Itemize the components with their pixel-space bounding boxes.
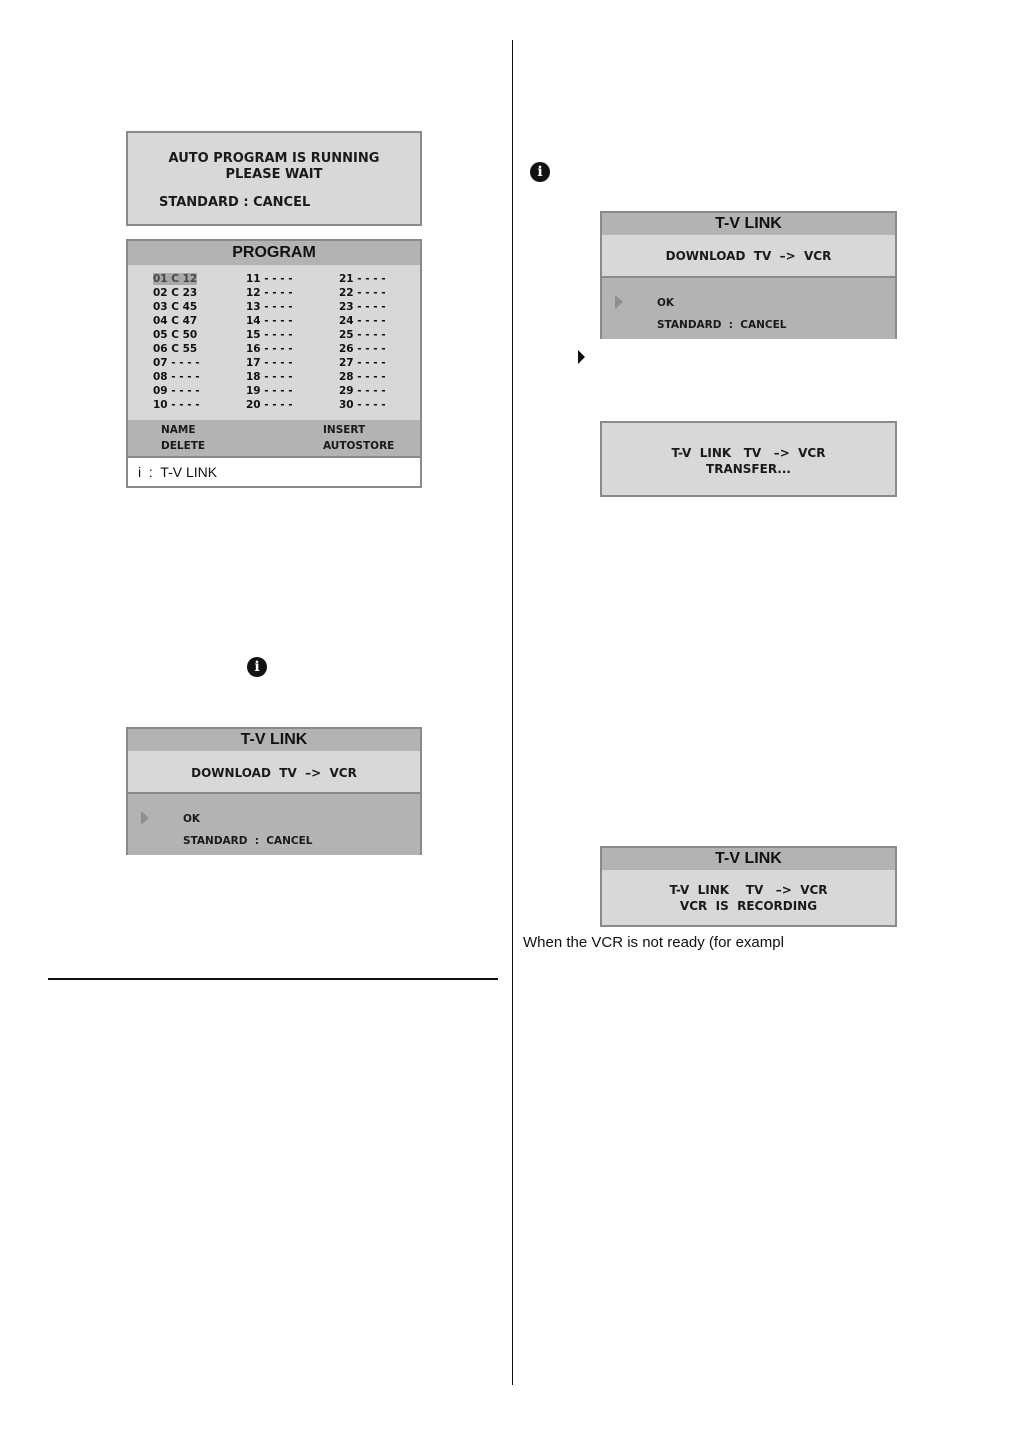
section-rule	[48, 978, 498, 980]
auto-program-line2: PLEASE WAIT	[225, 167, 323, 182]
cancel-option-left[interactable]: STANDARD : CANCEL	[183, 835, 313, 847]
program-slot[interactable]: 10 - - - -	[153, 399, 200, 411]
program-slot[interactable]: 13 - - - -	[246, 301, 293, 313]
ok-option-right[interactable]: OK	[657, 297, 675, 309]
program-slot[interactable]: 09 - - - -	[153, 385, 200, 397]
tvlink-title-left: T-V LINK	[128, 729, 420, 751]
program-slot[interactable]: 24 - - - -	[339, 315, 386, 327]
program-slot[interactable]: 20 - - - -	[246, 399, 293, 411]
insert-option[interactable]: INSERT	[323, 424, 366, 436]
recording-title: T-V LINK	[602, 848, 895, 870]
program-slot[interactable]: 16 - - - -	[246, 343, 293, 355]
program-slot[interactable]: 11 - - - -	[246, 273, 293, 285]
name-option[interactable]: NAME	[161, 424, 196, 436]
program-options-bar	[128, 420, 420, 456]
tvlink-message-left: DOWNLOAD TV –> VCR	[191, 766, 357, 780]
transfer-line2: TRANSFER...	[706, 462, 791, 476]
selection-arrow-icon	[615, 295, 623, 309]
program-menu	[126, 239, 422, 488]
transfer-line1: T-V LINK TV –> VCR	[671, 446, 826, 460]
tvlink-download-box-right	[600, 211, 897, 339]
arrow-right-icon	[578, 350, 585, 364]
tvlink-download-box-left	[126, 727, 422, 855]
program-slot[interactable]: 08 - - - -	[153, 371, 200, 383]
auto-program-line1: AUTO PROGRAM IS RUNNING	[168, 151, 380, 166]
tvlink-options-left	[128, 792, 420, 855]
program-slot[interactable]: 04 C 47	[153, 315, 198, 327]
program-slot[interactable]: 22 - - - -	[339, 287, 386, 299]
recording-line2: VCR IS RECORDING	[679, 899, 818, 913]
info-icon: i	[247, 657, 267, 677]
selection-arrow-icon	[141, 811, 149, 825]
program-slot[interactable]: 01 C 12	[153, 273, 198, 285]
program-slot[interactable]: 28 - - - -	[339, 371, 386, 383]
cancel-option-right[interactable]: STANDARD : CANCEL	[657, 319, 787, 331]
program-slot[interactable]: 29 - - - -	[339, 385, 386, 397]
program-slot[interactable]: 23 - - - -	[339, 301, 386, 313]
tv-link-hint: i : T-V LINK	[138, 464, 218, 480]
program-slot[interactable]: 30 - - - -	[339, 399, 386, 411]
body-text: When the VCR is not ready (for exampl	[523, 934, 784, 951]
info-icon: i	[530, 162, 550, 182]
program-slot[interactable]: 02 C 23	[153, 287, 198, 299]
auto-program-box	[126, 131, 422, 226]
program-footer	[128, 456, 420, 488]
tvlink-message-right: DOWNLOAD TV –> VCR	[665, 249, 832, 263]
program-slot[interactable]: 17 - - - -	[246, 357, 293, 369]
program-slot[interactable]: 21 - - - -	[339, 273, 386, 285]
program-slot[interactable]: 05 C 50	[153, 329, 198, 341]
ok-option-left[interactable]: OK	[183, 813, 201, 825]
tvlink-options-right	[602, 276, 895, 339]
program-slot[interactable]: 26 - - - -	[339, 343, 386, 355]
auto-program-cancel: STANDARD : CANCEL	[159, 195, 311, 210]
program-slot[interactable]: 03 C 45	[153, 301, 198, 313]
program-slot[interactable]: 15 - - - -	[246, 329, 293, 341]
column-divider	[512, 40, 513, 1385]
program-menu-title: PROGRAM	[128, 241, 420, 265]
tvlink-title-right: T-V LINK	[602, 213, 895, 235]
autostore-option[interactable]: AUTOSTORE	[323, 440, 395, 452]
program-slot[interactable]: 12 - - - -	[246, 287, 293, 299]
delete-option[interactable]: DELETE	[161, 440, 206, 452]
program-slot[interactable]: 18 - - - -	[246, 371, 293, 383]
recording-box	[600, 846, 897, 927]
transfer-box	[600, 421, 897, 497]
program-slot[interactable]: 07 - - - -	[153, 357, 200, 369]
program-slot[interactable]: 06 C 55	[153, 343, 198, 355]
program-grid	[128, 265, 420, 419]
program-slot[interactable]: 14 - - - -	[246, 315, 293, 327]
recording-line1: T-V LINK TV –> VCR	[669, 883, 828, 897]
program-slot[interactable]: 25 - - - -	[339, 329, 386, 341]
program-slot[interactable]: 19 - - - -	[246, 385, 293, 397]
program-slot[interactable]: 27 - - - -	[339, 357, 386, 369]
